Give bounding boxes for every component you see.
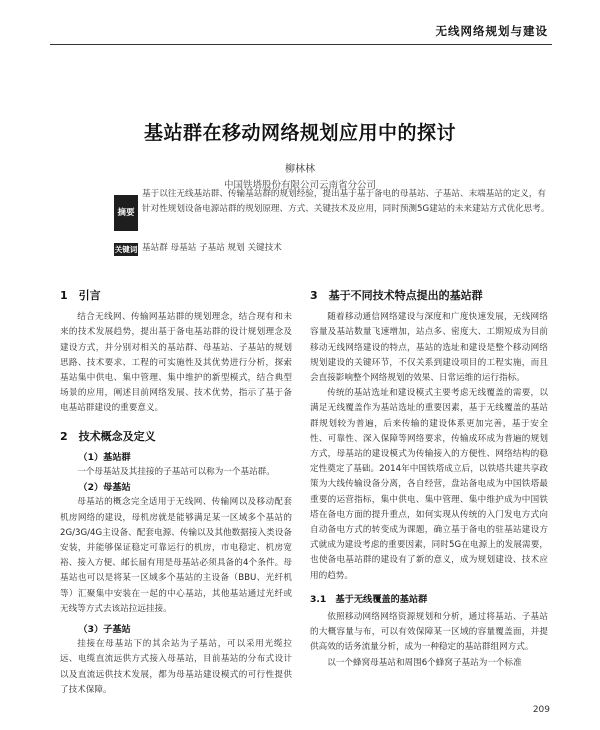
abstract-label: 摘要 (114, 195, 138, 231)
subsection-2-1-paragraph: 一个母基站及其挂接的子基站可以称为一个基站群。 (77, 467, 275, 478)
subsection-2-3-paragraph: 挂接在母基站下的其余站为子基站，可以采用光缆拉远、电缆直流远供方式接入母基站，目前基站的分布式设计以及直流远供技术发展，都为母基站建设模式的可行性提供了技术保障。 (60, 639, 292, 695)
section-1-paragraph: 结合无线网、传输网基站群的规划理念，结合现有和未来的技术发展趋势，提出基于备电基站群的设计规划理念及建设方式，并分别对相关的基站群、母基站、子基站的规划思路、技术要求、工程的可实施性及其优势进行分析，探索基站集中供电、集中管理、集中维护的新型模式，结合典型场景的应用，阐述目前网络发展、技术优势，指示了基于备电基站群建设的重要意义。 (60, 312, 292, 414)
subsection-3-1-heading: 3.1 基于无线覆盖的基站群 (310, 593, 428, 605)
abstract-text: 基于以往无线基站群、传输基站群的规划经验，提出基于基于备电的母基站、子基站、末端基站的定义，有针对性规划设备电源站群的规划原理、方式、关键技术及应用，同时预测5G建站的未来建站方式优化思考。 (142, 189, 550, 214)
subsection-2-2-paragraph: 母基站的概念完全适用于无线网、传输网以及移动配套机房网络的建设，母机房就是能够满足某一区域多个基站的2G/3G/4G主设备、配套电源、传输以及其他数据接入类设备安装，并能够保证稳定可靠运行的机房，市电稳定、机房宽裕、接入方便、邮长届有用是母基站必须具备的4个条件。母基站也可以是将某一区域多个基站的主设备（BBU、光纤机等）汇聚集中安装在一起的中心基站，其他基站通过光纤或无线等方式去该站拉远挂接。 (60, 497, 292, 614)
subsection-2-2-heading: （2）母基站 (78, 482, 131, 494)
page-number: 209 (532, 705, 550, 715)
article-title: 基站群在移动网络规划应用中的探讨 (143, 122, 456, 144)
right-column (310, 288, 548, 671)
section-1-heading: 1 引言 (60, 289, 101, 302)
left-column (60, 288, 292, 698)
keywords-text: 基站群 母基站 子基站 规划 关键技术 (142, 243, 282, 253)
subsection-3-1-paragraph-1: 依照移动网络网络资源规划和分析，通过将基站、子基站的大概容量与布，可以有效保障某一区域的容量覆盖面，并提供高效的话务流量分析，成为一种稳定的基站群组网方式。 (310, 612, 548, 653)
journal-section-title: 无线网络规划与建设 (435, 24, 548, 38)
header-rule (50, 44, 552, 45)
keywords-label: 关键词 (114, 245, 138, 254)
subsection-3-1-paragraph-2: 以一个蜂窝母基站和周围6个蜂窝子基站为一个标准 (327, 657, 522, 668)
section-2-heading: 2 技术概念及定义 (60, 429, 156, 443)
section-3-paragraph-1: 随着移动通信网络建设与深度和广度快速发展，无线网络容量及基站数量飞速增加，站点多、密度大、工期短成为目前移动无线网络建设的特点，基站的选址和建设是整个移动网络规划建设的关键环节，不仅关系到建设项目的工程实施，而且会直接影响整个网络规划的效果、日常运维的运行指标。 (310, 312, 548, 384)
subsection-2-1-heading: （1）基站群 (78, 451, 131, 463)
subsection-2-3-heading: （3）子基站 (78, 624, 131, 636)
author-name: 柳林林 (285, 164, 315, 175)
section-3-paragraph-2: 传统的基站选址和建设模式主要考虑无线覆盖的需要，以满足无线覆盖作为基站选址的重要因素，基于无线覆盖的基站群规划较为普遍，后来传输的建设体系更加完善，基于安全性、可靠性、深入保障等网络要求，传输成环成为普遍的规划方式，母基站的建设模式为传输接入的方便性、网络结构的稳定性奠定了基础。2014年中国铁塔成立后，以铁塔共建共享政策为大线传输设备分离，各自经营，盘站备电成为中国铁塔最重要的运营指标，集中供电、集中管理、集中维护成为中国铁塔在备电方面的提升重点，如何实现从传统的入门发电方式向自动备电方式的转变成为课题，确立基于备电的驻基站建设方式就成为建设考虑的重要因素，同时5G在电源上的发展需要，也使备电基站群的建设有了新的意义，成为规划建设、技术应用的趋势。 (310, 388, 548, 581)
author-affiliation: 中国铁塔股份有限公司云南省分公司 (223, 180, 376, 191)
section-3-heading: 3 基于不同技术特点提出的基站群 (310, 289, 483, 302)
